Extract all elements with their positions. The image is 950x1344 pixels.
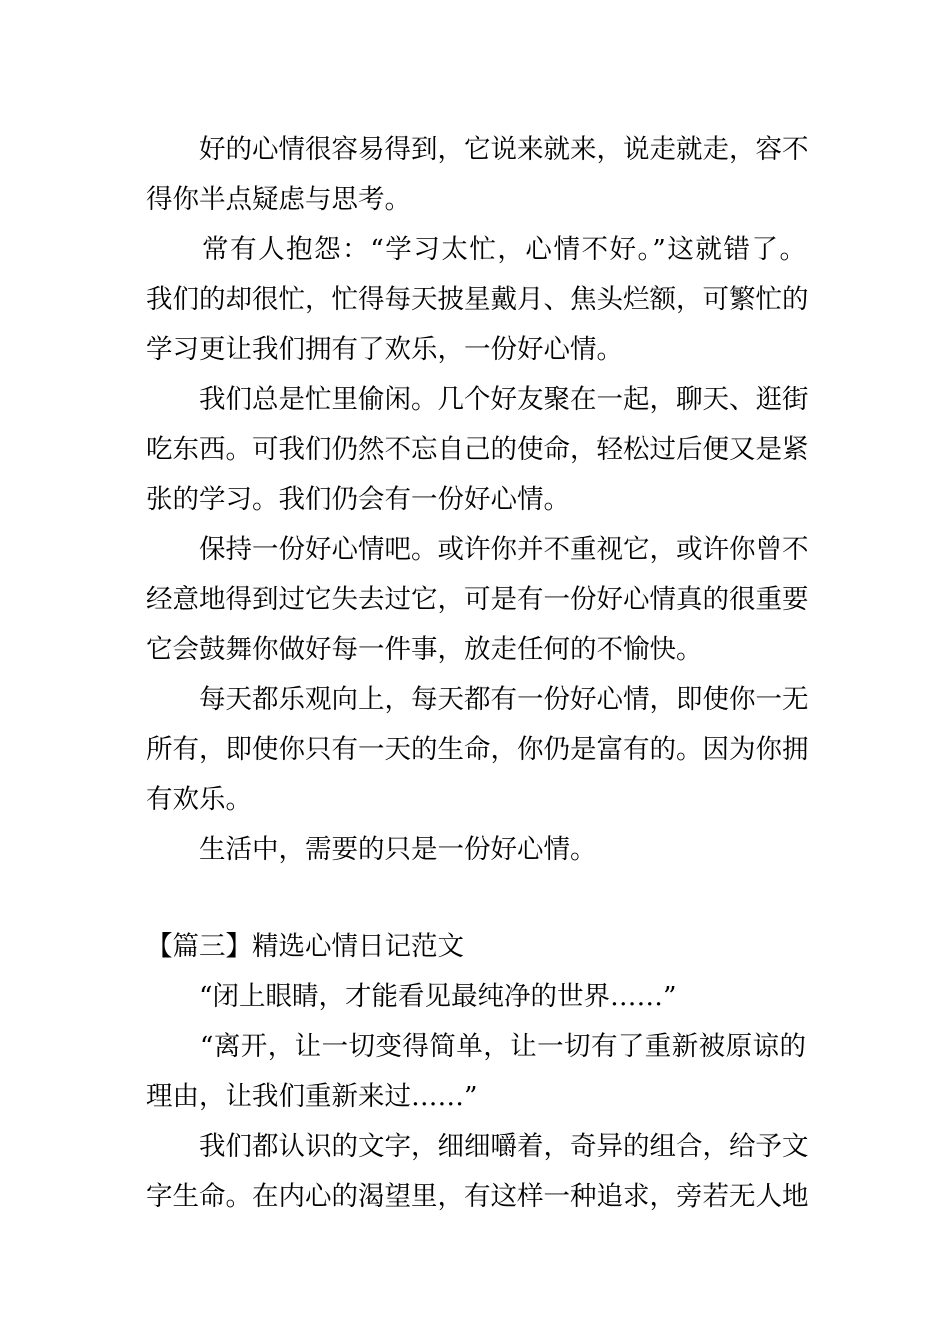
paragraph-1-line-1: 好的心情很容易得到，它说来就来，说走就走，容不 xyxy=(146,134,809,165)
paragraph-5-line-1: 每天都乐观向上，每天都有一份好心情，即使你一无 xyxy=(146,684,809,715)
paragraph-4-line-2: 经意地得到过它失去过它，可是有一份好心情真的很重要 xyxy=(146,584,809,615)
paragraph-2-line-1: 常有人抱怨：“学习太忙，心情不好。”这就错了。 xyxy=(146,234,806,265)
section-paragraph-1-line-1: “闭上眼睛，才能看见最纯净的世界……” xyxy=(146,981,677,1012)
section-heading: 【篇三】精选心情日记范文 xyxy=(146,931,464,962)
paragraph-2-line-3: 学习更让我们拥有了欢乐，一份好心情。 xyxy=(146,334,623,365)
paragraph-4-line-1: 保持一份好心情吧。或许你并不重视它，或许你曾不 xyxy=(146,534,809,565)
paragraph-3-line-3: 张的学习。我们仍会有一份好心情。 xyxy=(146,484,570,515)
paragraph-6-line-1: 生活中，需要的只是一份好心情。 xyxy=(146,834,597,865)
section-paragraph-2-line-2: 理由，让我们重新来过……” xyxy=(146,1081,478,1112)
section-paragraph-2-line-1: “离开，让一切变得简单，让一切有了重新被原谅的 xyxy=(146,1031,806,1062)
paragraph-1-line-2: 得你半点疑虑与思考。 xyxy=(146,184,411,215)
paragraph-5-line-3: 有欢乐。 xyxy=(146,784,252,815)
paragraph-5-line-2: 所有，即使你只有一天的生命，你仍是富有的。因为你拥 xyxy=(146,734,809,765)
section-paragraph-3-line-2: 字生命。在内心的渴望里，有这样一种追求，旁若无人地 xyxy=(146,1181,809,1212)
paragraph-3-line-2: 吃东西。可我们仍然不忘自己的使命，轻松过后便又是紧 xyxy=(146,434,809,465)
paragraph-4-line-3: 它会鼓舞你做好每一件事，放走任何的不愉快。 xyxy=(146,634,703,665)
paragraph-3-line-1: 我们总是忙里偷闲。几个好友聚在一起，聊天、逛街 xyxy=(146,384,809,415)
paragraph-2-line-2: 我们的却很忙，忙得每天披星戴月、焦头烂额，可繁忙的 xyxy=(146,284,809,315)
section-paragraph-3-line-1: 我们都认识的文字，细细嚼着，奇异的组合，给予文 xyxy=(146,1131,809,1162)
